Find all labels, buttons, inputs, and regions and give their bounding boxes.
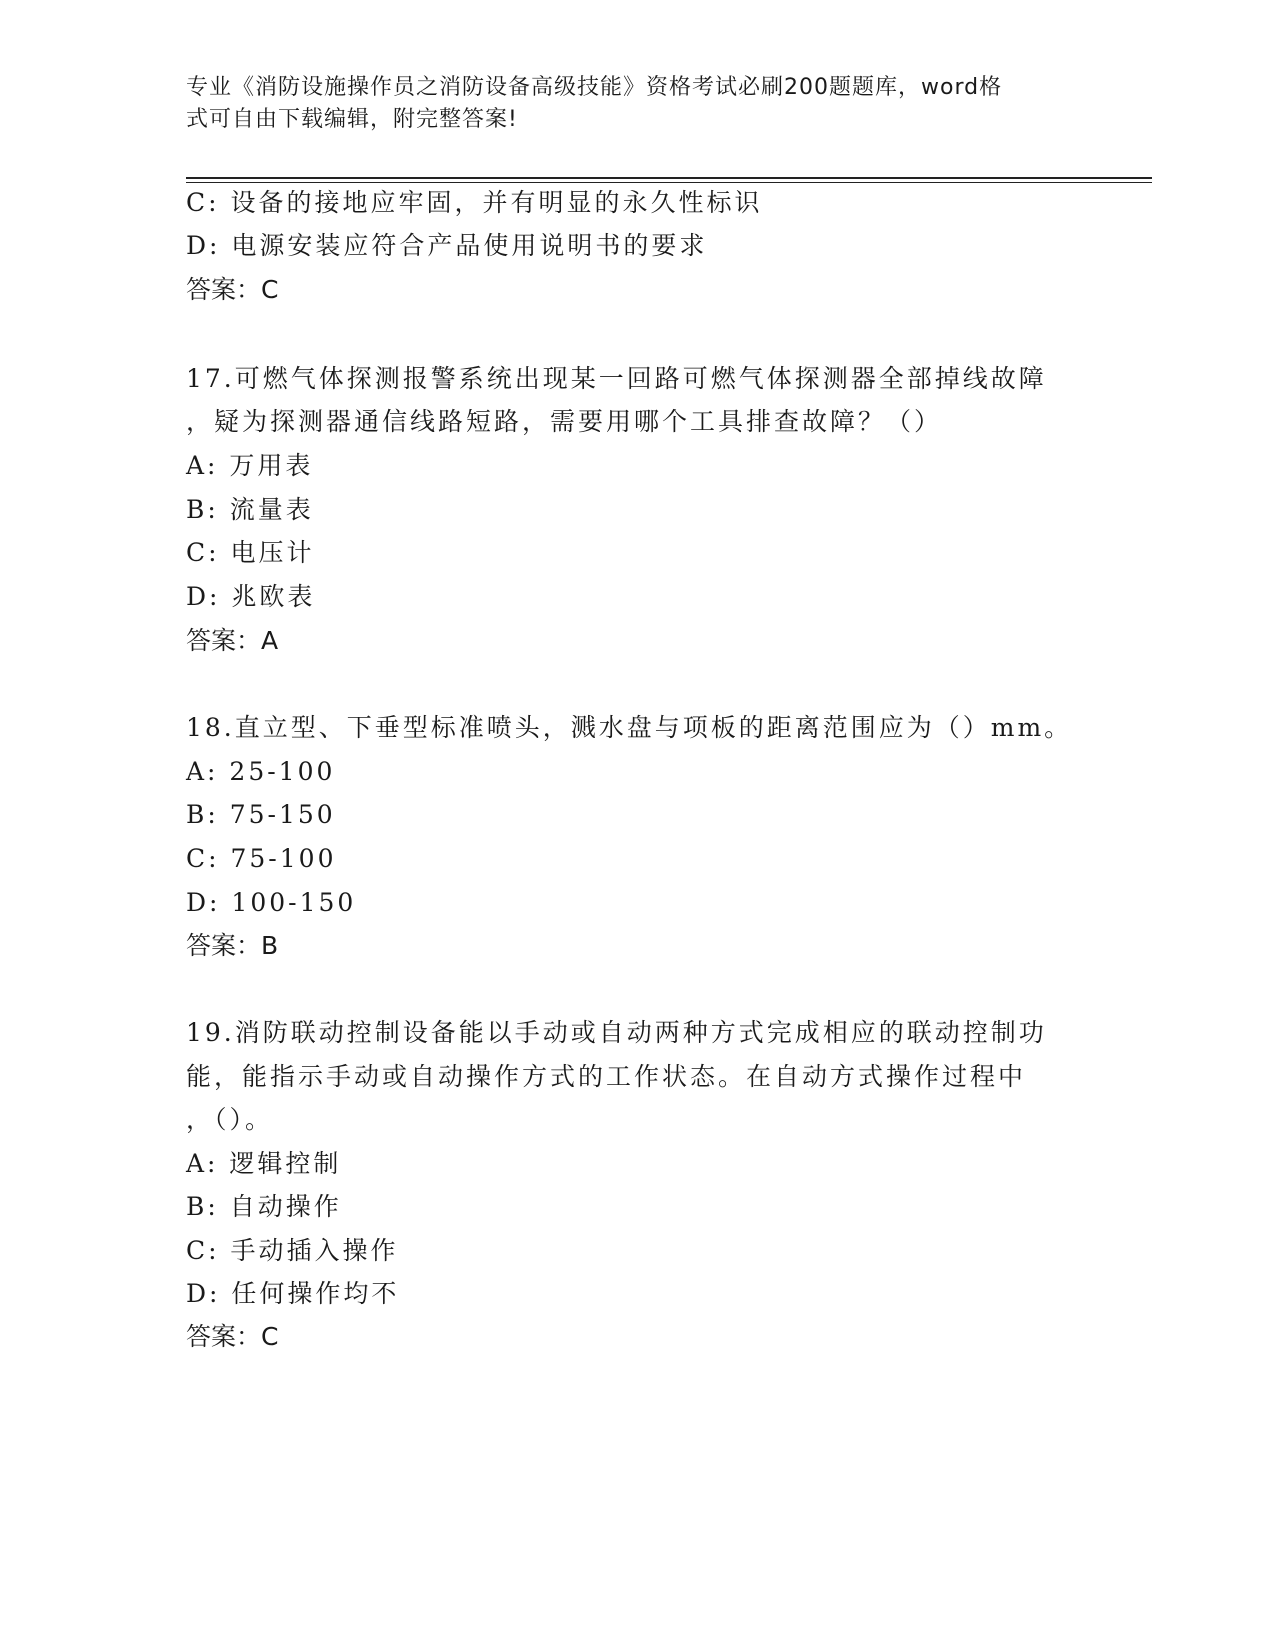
document-header [186,72,1086,136]
q18-option-c: C: 75-100 [186,844,337,873]
q17-stem-line-1: 17.可燃气体探测报警系统出现某一回路可燃气体探测器全部掉线故障 [186,364,1047,393]
q19-option-b: B: 自动操作 [186,1192,342,1221]
prev-answer: 答案：C [186,275,279,304]
q18-option-a: A: 25-100 [186,757,336,786]
q17-option-b: B: 流量表 [186,495,314,524]
q19-option-a: A: 逻辑控制 [186,1149,342,1178]
header-divider-thin [186,182,1152,183]
q17-option-c: C: 电压计 [186,538,315,567]
q19-stem-line-1: 19.消防联动控制设备能以手动或自动两种方式完成相应的联动控制功 [186,1018,1047,1047]
q18-option-d: D: 100-150 [186,888,357,917]
q17-option-d: D: 兆欧表 [186,582,316,611]
q17-stem-line-2: ，疑为探测器通信线路短路，需要用哪个工具排查故障？（） [186,407,943,436]
q18-answer: 答案：B [186,931,279,960]
q18-option-b: B: 75-150 [186,800,336,829]
prev-option-d: D: 电源安装应符合产品使用说明书的要求 [186,231,708,260]
header-line-1: 专业《消防设施操作员之消防设备高级技能》资格考试必刷200题题库，word格 [186,75,1003,100]
q19-stem-line-2: 能，能指示手动或自动操作方式的工作状态。在自动方式操作过程中 [186,1062,1027,1091]
q17-option-a: A: 万用表 [186,451,314,480]
q19-option-c: C: 手动插入操作 [186,1236,399,1265]
q19-stem-line-3: ，（）。 [186,1105,274,1134]
q18-stem-line-1: 18.直立型、下垂型标准喷头，溅水盘与项板的距离范围应为（）mm。 [186,713,1073,742]
q17-answer: 答案：A [186,626,279,655]
q19-option-d: D: 任何操作均不 [186,1279,400,1308]
header-line-2: 式可自由下载编辑，附完整答案! [186,107,518,132]
prev-option-c: C: 设备的接地应牢固，并有明显的永久性标识 [186,188,763,217]
q19-answer: 答案：C [186,1322,279,1351]
header-divider-thick [186,177,1152,179]
